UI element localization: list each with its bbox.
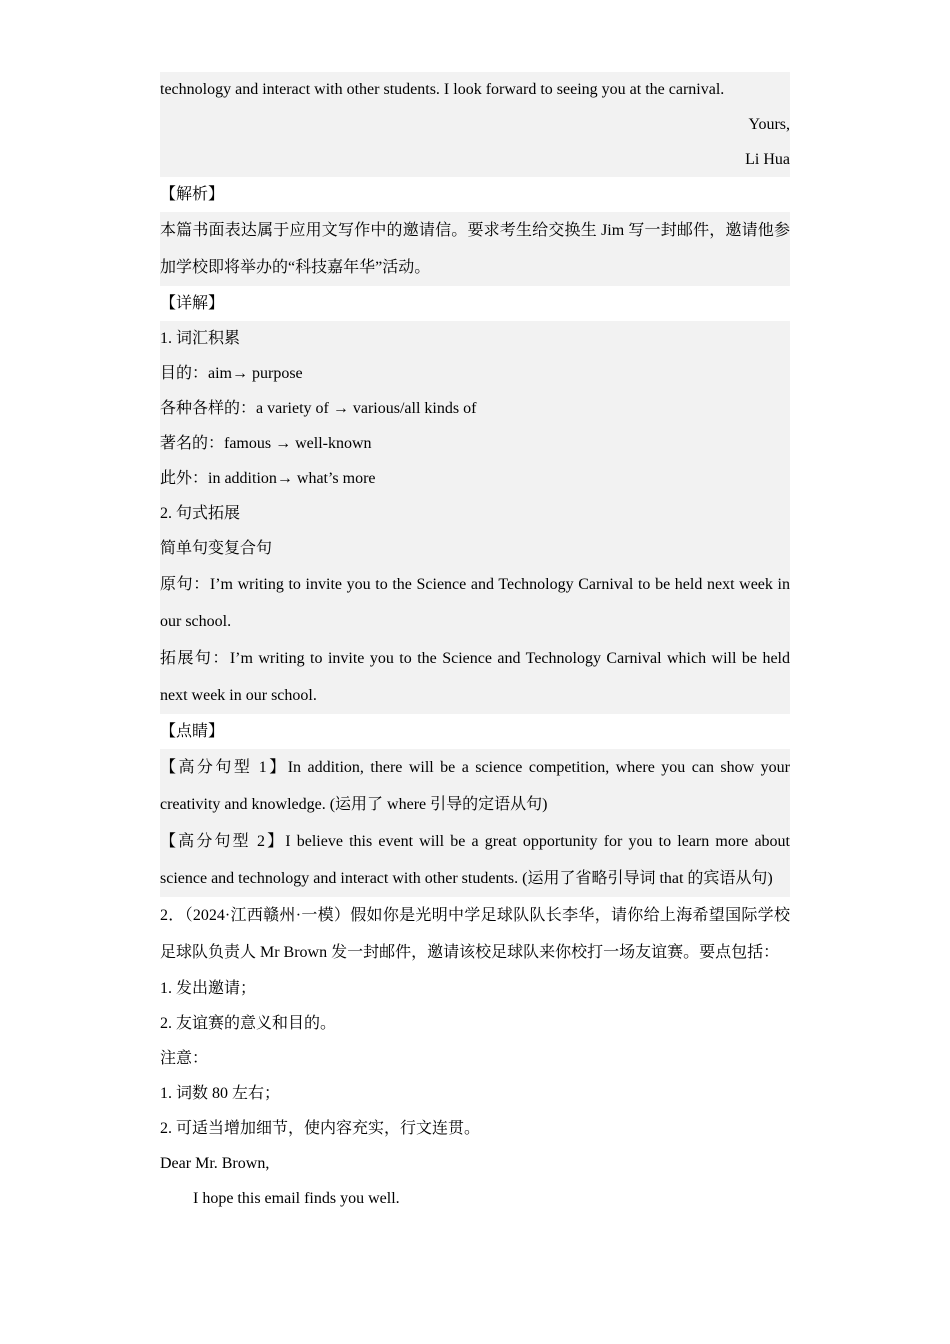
letter-closing: Yours, bbox=[748, 116, 790, 133]
vocab-title: 1. 词汇积累 bbox=[160, 330, 241, 347]
details-heading: 【详解】 bbox=[160, 295, 225, 312]
highlights-block bbox=[160, 749, 790, 897]
analysis-text: 本篇书面表达属于应用文写作中的邀请信。要求考生给交换生 Jim 写一封邮件，邀请他参加学校即将举办的“科技嘉年华”活动。 bbox=[160, 212, 790, 286]
opening-line: I hope this email finds you well. bbox=[193, 1190, 400, 1207]
vocab-item: 目的：aim→ purpose bbox=[160, 365, 303, 382]
highlights-heading: 【点睛】 bbox=[160, 723, 225, 740]
question-prompt: 2．（2024·江西赣州·一模）假如你是光明中学足球队队长李华，请你给上海希望国际学校足球队负责人 Mr Brown 发一封邮件，邀请该校足球队来你校打一场友谊赛。要点包括： bbox=[160, 907, 790, 961]
note-item: 1. 词数 80 左右； bbox=[160, 1085, 281, 1102]
document-content bbox=[160, 72, 790, 1216]
sentence-title: 2. 句式拓展 bbox=[160, 505, 241, 522]
highlight-item: 【高分句型 2】I believe this event will be a great opportunity for you to learn more about science and technology and interact with other students. (运用了省略引导词 that 的宾语从句) bbox=[160, 833, 790, 887]
vocab-item: 此外：in addition→ what’s more bbox=[160, 470, 376, 487]
letter-tail-block bbox=[160, 72, 790, 177]
details-block bbox=[160, 321, 790, 714]
salutation: Dear Mr. Brown, bbox=[160, 1155, 270, 1172]
question-point: 2. 友谊赛的意义和目的。 bbox=[160, 1015, 337, 1032]
original-sentence: 原句：I’m writing to invite you to the Science and Technology Carnival to be held next week in our school. bbox=[160, 576, 790, 630]
highlight-item: 【高分句型 1】In addition, there will be a science competition, where you can show your creativity and knowledge. (运用了 where 引导的定语从句) bbox=[160, 759, 790, 813]
vocab-item: 著名的：famous → well-known bbox=[160, 435, 372, 452]
letter-signature: Li Hua bbox=[745, 151, 790, 168]
note-item: 2. 可适当增加细节，使内容充实，行文连贯。 bbox=[160, 1120, 481, 1137]
sentence-subtitle: 简单句变复合句 bbox=[160, 540, 273, 557]
letter-last-line: technology and interact with other students. I look forward to seeing you at the carnival. bbox=[160, 81, 725, 98]
expanded-sentence: 拓展句：I’m writing to invite you to the Science and Technology Carnival which will be held next week in our school. bbox=[160, 650, 790, 704]
analysis-heading: 【解析】 bbox=[160, 186, 225, 203]
notes-title: 注意： bbox=[160, 1050, 209, 1067]
question-point: 1. 发出邀请； bbox=[160, 980, 257, 997]
vocab-item: 各种各样的：a variety of → various/all kinds of bbox=[160, 400, 477, 417]
